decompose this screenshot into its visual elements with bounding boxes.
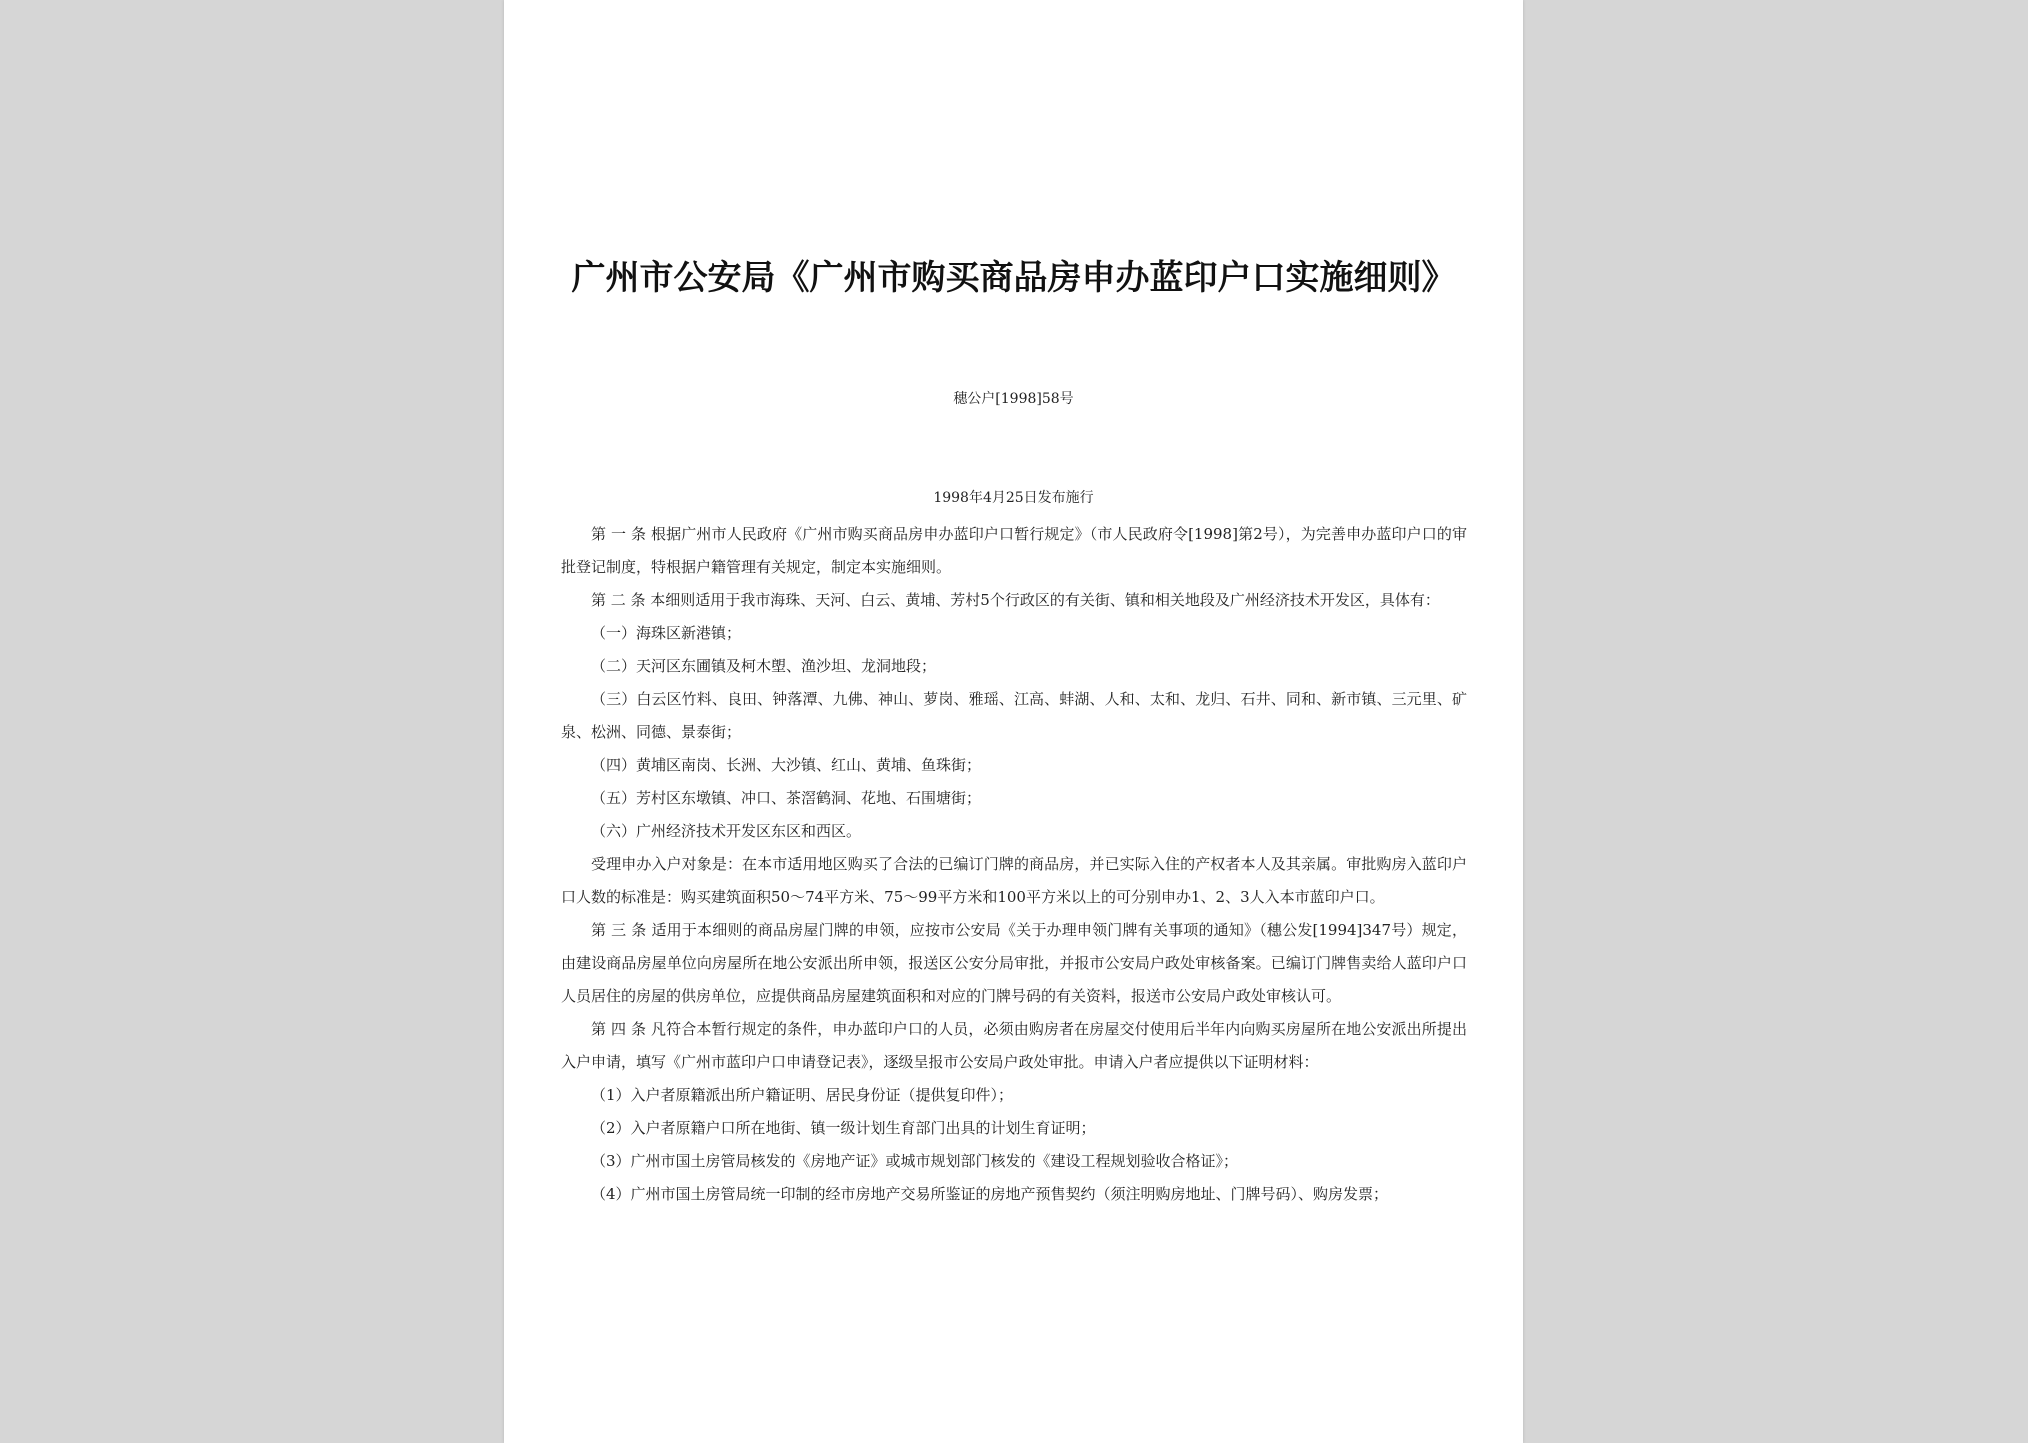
paragraph: （三）白云区竹料、良田、钟落潭、九佛、神山、萝岗、雅瑶、江高、蚌湖、人和、太和、龙归、石井、同和、新市镇、三元里、矿泉、松洲、同德、景泰街； [561, 690, 1467, 741]
paragraph: 第 一 条 根据广州市人民政府《广州市购买商品房申办蓝印户口暂行规定》（市人民政府令[1998]第2号），为完善申办蓝印户口的审批登记制度，特根据户籍管理有关规定，制定本实施细则。 [561, 525, 1467, 576]
paragraph: 第 四 条 凡符合本暂行规定的条件，申办蓝印户口的人员，必须由购房者在房屋交付使用后半年内向购买房屋所在地公安派出所提出入户申请，填写《广州市蓝印户口申请登记表》，逐级呈报市公安局户政处审批。申请入户者应提供以下证明材料： [561, 1020, 1467, 1071]
paragraph: （3）广州市国土房管局核发的《房地产证》或城市规划部门核发的《建设工程规划验收合格证》； [591, 1152, 1239, 1170]
paragraph: （六）广州经济技术开发区东区和西区。 [591, 822, 862, 840]
paragraph: （4）广州市国土房管局统一印制的经市房地产交易所鉴证的房地产预售契约（须注明购房地址、门牌号码）、购房发票； [591, 1185, 1389, 1203]
paragraph: （四）黄埔区南岗、长洲、大沙镇、红山、黄埔、鱼珠街； [591, 756, 982, 774]
paragraph: （二）天河区东圃镇及柯木塱、渔沙坦、龙洞地段； [591, 657, 937, 675]
paragraph: 第 二 条 本细则适用于我市海珠、天河、白云、黄埔、芳村5个行政区的有关街、镇和相关地段及广州经济技术开发区，具体有： [591, 591, 1440, 609]
document-page [504, 0, 1523, 1443]
paragraph: 受理申办入户对象是：在本市适用地区购买了合法的已编订门牌的商品房，并已实际入住的产权者本人及其亲属。审批购房入蓝印户口人数的标准是：购买建筑面积50～74平方米、75～99平方米和100平方米以上的可分别申办1、2、3人入本市蓝印户口。 [561, 855, 1467, 906]
paragraph: （一）海珠区新港镇； [591, 624, 742, 642]
paragraph: 第 三 条 适用于本细则的商品房屋门牌的申领，应按市公安局《关于办理申领门牌有关事项的通知》（穗公发[1994]347号）规定，由建设商品房屋单位向房屋所在地公安派出所申领，报送区公安分局审批，并报市公安局户政处审核备案。已编订门牌售卖给人蓝印户口人员居住的房屋的供房单位，应提供商品房屋建筑面积和对应的门牌号码的有关资料，报送市公安局户政处审核认可。 [561, 921, 1467, 1005]
document-number: 穗公户[1998]58号 [953, 391, 1074, 407]
paragraph: （1）入户者原籍派出所户籍证明、居民身份证（提供复印件）； [591, 1086, 1014, 1104]
paragraph: （2）入户者原籍户口所在地街、镇一级计划生育部门出具的计划生育证明； [591, 1119, 1096, 1137]
paragraph: （五）芳村区东墩镇、冲口、茶滘鹤洞、花地、石围塘街； [591, 789, 982, 807]
document-body [561, 518, 1467, 1211]
document-title: 广州市公安局《广州市购买商品房申办蓝印户口实施细则》 [571, 258, 1456, 298]
publish-date: 1998年4月25日发布施行 [933, 490, 1094, 506]
